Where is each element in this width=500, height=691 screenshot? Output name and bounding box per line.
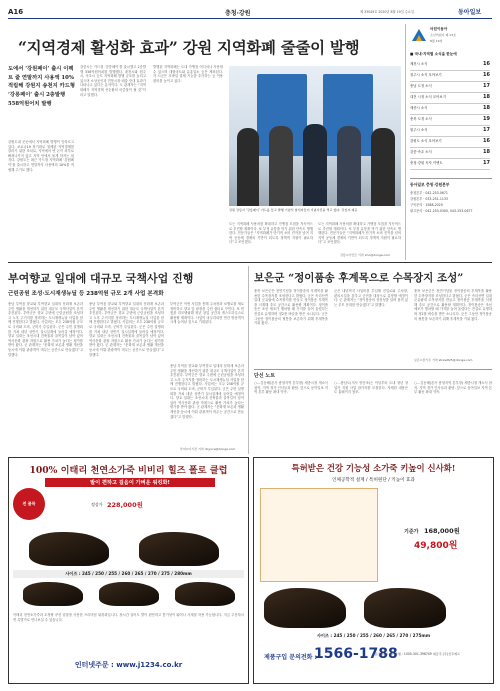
sidebar-toc-page: 16 xyxy=(483,72,490,78)
story2-headline: 부여향교 일대에 대규모 국책사업 진행 xyxy=(8,272,194,285)
sidebar-toc-item[interactable] xyxy=(410,160,490,165)
sidebar-toc-label: 충남 도정 소식 xyxy=(410,84,432,88)
main-body-col4: 도는 지역화폐 사용처를 확대하고 가맹점 모집을 지속적으로 추진할 계획이다. 또 부정 유통을 막기 위한 단속도 병행한다. 전문가들은 “지역화폐가 단기적 소비 진작을 넘어 지역 공동체 경제의 기반이 되도록 정책적 지원이 필요하다”고 조언했다. xyxy=(229,222,313,245)
ad-right-shoe-image-2 xyxy=(364,588,446,628)
sidebar-toc-label: 제천시 소식 xyxy=(410,62,428,66)
sidebar-toc-item[interactable] xyxy=(410,138,490,143)
sidebar-toc-item[interactable] xyxy=(410,116,490,121)
main-photo xyxy=(229,66,401,206)
sidebar-date: 8월 19일 xyxy=(430,39,443,43)
ad-right-sizes: 사이즈 : 245 / 250 / 255 / 260 / 265 / 270 / 275mm xyxy=(316,633,431,638)
brief-item-1: ○…김동배(본사 충청지역 본부장) 세종시청 개소식 참석. 지역 정가 인사들과 환담. 앞으로 동아일보 지역 본부 활동 확대 약속. xyxy=(254,381,328,395)
contact-line: 강원본부 · 033-251-1133 xyxy=(410,197,448,201)
main-headline: “지역경제 활성화 효과” 강원 지역화폐 줄줄이 발행 xyxy=(18,38,360,57)
story2-body-col3b: 충남 부여읍 향교와 부여향교 일대의 문화재 보존과 주민 생활을 개선하기 위한 대규모 국책사업이 본격 추진된다. 부여군은 향교 주변에 근린공원을 조성하고 노후 주거지를 정비하는 도시재생뉴딜 사업을 함께 진행한다고 밝혔다. 사업비는 모두 238억원 규모로 국비와 도비, 군비가 투입된다. 군은 주민 설명회를 거쳐 내년 상반기 실시설계에 들어갈 예정이다. 향교 일대는 조선시대 건축물과 골목길이 남아 있어 역사문화 관광 자원으로 활용 가치가 높다는 평가를 받아 왔다. 군 관계자는 “문화재 보존과 생활 개선을 동시에 이뤄 관광객이 머무는 공간으로 만들겠다”고 말했다. xyxy=(170,364,244,419)
ad-right-shoe-image xyxy=(264,588,346,628)
brief-item-2: ○…충남도(지사 양승조)는 이달부터 도내 청년 창업가 지원 사업 참가자를 모집한다. 자세한 내용은 도 홈페이지 참조. xyxy=(334,381,408,395)
sidebar-toc-page: 18 xyxy=(483,149,490,155)
sidebar-toc-page: 17 xyxy=(483,83,490,89)
ad-right-panel xyxy=(260,488,378,582)
ad-left-shoe-image-4 xyxy=(99,582,159,606)
ad-right-price-label: 기준가 xyxy=(404,529,419,535)
ad-right-tag: 인체공학적 설계 / 특허원단 / 키높이 효과 xyxy=(332,478,415,483)
sidebar-logo-sub: 소년어린이 제 13호 xyxy=(430,33,457,37)
ad-left-tag: 발이 편하고 걸음이 가벼운 워킹화! xyxy=(45,478,215,487)
ad-left-shoe-image-3 xyxy=(23,582,83,606)
sidebar-logo-icon xyxy=(410,27,428,43)
photo-caption: 강원 강릉시 ‘강릉페이’ 카드를 들고 발행 기념식 참석자들이 기념사진을 찍고 있다. 강릉시 제공 xyxy=(229,208,358,212)
ad-right-address: 입금계좌 / 우리은행 : 1005-301-396749 예금주 (주)진주에프 xyxy=(374,652,461,656)
toc-divider xyxy=(410,70,490,71)
sidebar-toc-page: 18 xyxy=(483,105,490,111)
ad-left-badge: 전 품목 xyxy=(13,488,45,520)
ad-left[interactable] xyxy=(8,457,249,684)
ad-right-sale-price: 49,800원 xyxy=(414,541,458,551)
ad-left-shoe-image xyxy=(29,532,109,566)
main-byline: 강릉=이인모 기자 imo@donga.com xyxy=(340,253,391,257)
sidebar-toc-label: 강릉·속초 소식 xyxy=(410,150,432,154)
photo-person-4 xyxy=(337,126,361,206)
story3-body-col2: 군은 내년까지 사업비를 투입해 진입로와 주차장, 편의시설을 갖추고 군민을 대상으로 분양할 예정이다. 군 관계자는 “정이품송의 상징성을 살려 품격 있는 추모 문화를 만들겠다”고 말했다. xyxy=(334,289,408,307)
toc-divider xyxy=(410,158,490,159)
sidebar-toc-page: 19 xyxy=(483,116,490,122)
toc-divider xyxy=(410,169,490,170)
ad-left-shoe-image-5 xyxy=(175,582,235,606)
sidebar-toc-page: 17 xyxy=(483,127,490,133)
story2-body-col3: 부여군은 이번 사업을 통해 주차장과 보행로를 새로 정비하고 향교 앞 광장을 주민 쉼터로 꾸민다. 또 빈집을 리모델링해 청년 창업 공간과 게스트하우스로 활용할 계획이다. 사업이 마무리되면 연간 방문객이 크게 늘어날 것으로 기대된다. xyxy=(170,302,244,325)
toc-divider xyxy=(410,81,490,82)
issue-info: 제 33049호 2020년 8월 19일 수요일 xyxy=(360,10,415,14)
sidebar-contact-title: 동아일보 충청·강원본부 xyxy=(410,182,450,187)
brief-item-3: ○…김동배(본사 충청지역 본부장) 세종시청 개소식 참석. 지역 정가 인사들과 환담. 앞으로 동아일보 지역 본부 활동 확대 약속. xyxy=(414,381,492,395)
ad-left-shoe-image-2 xyxy=(139,532,219,566)
ad-left-headline: 100% 이태리 천연소가죽 비비리 힐즈 폴로 클럽 xyxy=(29,465,228,476)
sidebar-toc-item[interactable] xyxy=(410,61,490,66)
sidebar-toc-item[interactable] xyxy=(410,83,490,88)
sidebar-toc-label: 세종시 소식 xyxy=(410,106,428,110)
toc-divider xyxy=(410,114,490,115)
main-body-col3: 발행된 지역화폐는 도내 가맹점 어디서나 사용할 수 있으며 대형마트와 유흥업소 등은 제외된다. 각 시군은 모바일 결제 기능을 추가하는 등 이용 편의를 높이고 있다. xyxy=(153,65,223,83)
contact-line: 광고문의 · 042-253-0300, 043-253-0677 xyxy=(410,209,473,213)
story3-body-col1: 충북 보은군은 천연기념물 정이품송의 후계목을 활용한 수목장지를 조성한다고 밝혔다. 군은 속리산면 일대 군유림에 수목장지를 만들고 정이품송 후계목을 식재해 추모 공간으로 활용할 계획이다. 정이품송은 조선 세조가 행차할 때 가지를 들어 올렸다는 전설로 유명하며 정2품 벼슬을 받은 소나무다. 군은 그동안 정이품송의 혈통을 보존하기 위해 후계목을 키워 왔다. xyxy=(254,289,328,326)
sidebar-index-title: ■ 국내·지역별 소식을 한눈에 xyxy=(410,52,457,56)
sidebar-toc-page: 17 xyxy=(483,160,490,166)
sidebar-toc-item[interactable] xyxy=(410,105,490,110)
ad-left-price-label: 정상가 xyxy=(91,502,103,507)
section-label: 충청·강원 xyxy=(225,10,251,17)
main-body-col2: 강릉시는 카드형 ‘강릉페이’를 출시했고 2층발행 558억원어치를 발행했다. 춘천시와 원주시, 속초시 등도 지역화폐 발행 규모를 늘리고 있으며 소상공인과 전통시장 매출 증대 효과가 나타나고 있다는 분석이다. 도 관계자는 “지역화폐가 지역경제 선순환의 마중물이 될 것”이라고 말했다. xyxy=(80,65,146,97)
ad-left-sizes: 사이즈 : 245 / 250 / 255 / 260 / 265 / 270 / 275 / 280mm xyxy=(13,570,244,578)
page-number: A16 xyxy=(8,8,24,16)
toc-divider xyxy=(410,125,490,126)
sidebar-logo-title: 어린이동아 xyxy=(430,27,448,31)
section-rule xyxy=(8,262,492,263)
story-vrule xyxy=(248,266,249,454)
sidebar-toc-page: 18 xyxy=(483,94,490,100)
sidebar-toc-item[interactable] xyxy=(410,127,490,132)
brief-rule xyxy=(254,369,492,370)
ad-right-headline: 특허받은 건강 기능성 소가죽 키높이 신사화! xyxy=(291,463,456,473)
toc-divider xyxy=(410,103,490,104)
contact-line: 충청본부 · 042-253-0671 xyxy=(410,191,448,195)
story3-headline: 보은군 “정이품송 후계목으로 수목장지 조성” xyxy=(254,272,464,284)
sidebar-vrule xyxy=(405,24,406,260)
toc-divider xyxy=(410,147,490,148)
ad-left-website[interactable]: 인터넷주문 : www.j1234.co.kr xyxy=(74,661,183,669)
sidebar-toc-label: 청주시 소식 모아보기 xyxy=(410,73,442,77)
ad-right-phone[interactable]: 1566-1788 xyxy=(314,646,398,662)
header-rule xyxy=(8,18,492,19)
photo-person-5 xyxy=(371,128,395,206)
story2-body-col2: 충남 부여읍 향교와 부여향교 일대의 문화재 보존과 주민 생활을 개선하기 위한 대규모 국책사업이 본격 추진된다. 부여군은 향교 주변에 근린공원을 조성하고 노후 주거지를 정비하는 도시재생뉴딜 사업을 함께 진행한다고 밝혔다. 사업비는 모두 238억원 규모로 국비와 도비, 군비가 투입된다. 군은 주민 설명회를 거쳐 내년 상반기 실시설계에 들어갈 예정이다. 향교 일대는 조선시대 건축물과 골목길이 남아 있어 역사문화 관광 자원으로 활용 가치가 높다는 평가를 받아 왔다. 군 관계자는 “문화재 보존과 생활 개선을 동시에 이뤄 관광객이 머무는 공간으로 만들겠다”고 말했다. xyxy=(89,302,164,357)
ad-left-body: 이태리 천연소가죽과 초경량 쿠션 밑창을 사용한 프리미엄 워킹화입니다. 장시간 걸어도 발이 편안하고 통기성이 뛰어나 사계절 착용 가능합니다. 지금 주문하시면 특별가로 만나보실 수 있습니다. xyxy=(13,613,244,622)
photo-person-2 xyxy=(269,126,293,206)
main-body-col5: 도는 지역화폐 사용처를 확대하고 가맹점 모집을 지속적으로 추진할 계획이다. 또 부정 유통을 막기 위한 단속도 병행한다. 전문가들은 “지역화폐가 단기적 소비 진작을 넘어 지역 공동체 경제의 기반이 되도록 정책적 지원이 필요하다”고 조언했다. xyxy=(318,222,401,245)
sidebar-toc-label: 강원도 소식 모아보기 xyxy=(410,139,442,143)
sidebar-toc-item[interactable] xyxy=(410,72,490,77)
sidebar-toc-label: 충북 도정 소식 xyxy=(410,117,432,121)
sidebar-divider xyxy=(410,178,492,179)
toc-divider xyxy=(410,92,490,93)
story3-body-col3: 충북 보은군은 천연기념물 정이품송의 후계목을 활용한 수목장지를 조성한다고 밝혔다. 군은 속리산면 일대 군유림에 수목장지를 만들고 정이품송 후계목을 식재해 추모 공간으로 활용할 계획이다. 정이품송은 조선 세조가 행차할 때 가지를 들어 올렸다는 전설로 유명하며 정2품 벼슬을 받은 소나무다. 군은 그동안 정이품송의 혈통을 보존하기 위해 후계목을 키워 왔다. xyxy=(414,289,492,321)
ad-left-price: 228,000원 xyxy=(107,501,143,509)
brief-title: 단신 노트 xyxy=(254,373,276,379)
story3-byline: 보은=장기우 기자 straw825@donga.com xyxy=(414,358,473,362)
story2-body-col1: 충남 부여읍 향교와 부여향교 일대의 문화재 보존과 주민 생활을 개선하기 위한 대규모 국책사업이 본격 추진된다. 부여군은 향교 주변에 근린공원을 조성하고 노후 주거지를 정비하는 도시재생뉴딜 사업을 함께 진행한다고 밝혔다. 사업비는 모두 238억원 규모로 국비와 도비, 군비가 투입된다. 군은 주민 설명회를 거쳐 내년 상반기 실시설계에 들어갈 예정이다. 향교 일대는 조선시대 건축물과 골목길이 남아 있어 역사문화 관광 자원으로 활용 가치가 높다는 평가를 받아 왔다. 군 관계자는 “문화재 보존과 생활 개선을 동시에 이뤄 관광객이 머무는 공간으로 만들겠다”고 말했다. xyxy=(8,302,83,357)
sidebar-toc-item[interactable] xyxy=(410,94,490,99)
photo-person-3 xyxy=(303,124,327,206)
sidebar-toc-label: 대전 시정 소식 모아보기 xyxy=(410,95,446,99)
toc-divider xyxy=(410,136,490,137)
sidebar-toc-label: 원주시 소식 xyxy=(410,128,428,132)
main-body-col1: 강원도내 곳곳에서 지역화폐 발행이 잇따르고 있다. 코로나19 장기화로 침체된 지역경제를 살리기 위한 조치로, 지역에서 번 돈이 외부로 빠져나가지 않고 지역 안에서 돌게 하자는 취지다. 강원도는 최근 카드형 지역화폐 ‘강원페이’를 출시하고 연말까지 사용액의 10%를 적립해 주기로 했다. xyxy=(8,140,74,172)
main-lead: 도에서 ‘강원페이’ 출시 이펙트 줄 연말까지 사용액 10% 적립해 강원지 송천지 카드형 ‘강릉페이’ 출시 2층발행 558억원어치 발행 xyxy=(8,66,75,107)
ad-right-price: 168,000원 xyxy=(424,527,460,535)
sidebar-toc-label: 충청·강원 독자 이벤트 xyxy=(410,161,443,165)
paper-name: 동아일보 xyxy=(458,9,482,16)
sidebar-toc-item[interactable] xyxy=(410,149,490,154)
contact-line: 구독문의 · 1588-2020 xyxy=(410,203,443,207)
sidebar-toc-page: 16 xyxy=(483,138,490,144)
story2-byline: 부여=이기진 기자 doyoce@donga.com xyxy=(180,447,236,451)
ad-right-phone-label: 제품구입 문의전화 : xyxy=(264,654,317,661)
photo-person-1 xyxy=(237,128,259,206)
story2-subhead: 근린공원 조성·도시재생뉴딜 등 238억원 규모 2개 사업 본격화 xyxy=(8,291,164,297)
ad-right[interactable] xyxy=(253,457,494,684)
sidebar-toc-page: 16 xyxy=(483,61,490,67)
